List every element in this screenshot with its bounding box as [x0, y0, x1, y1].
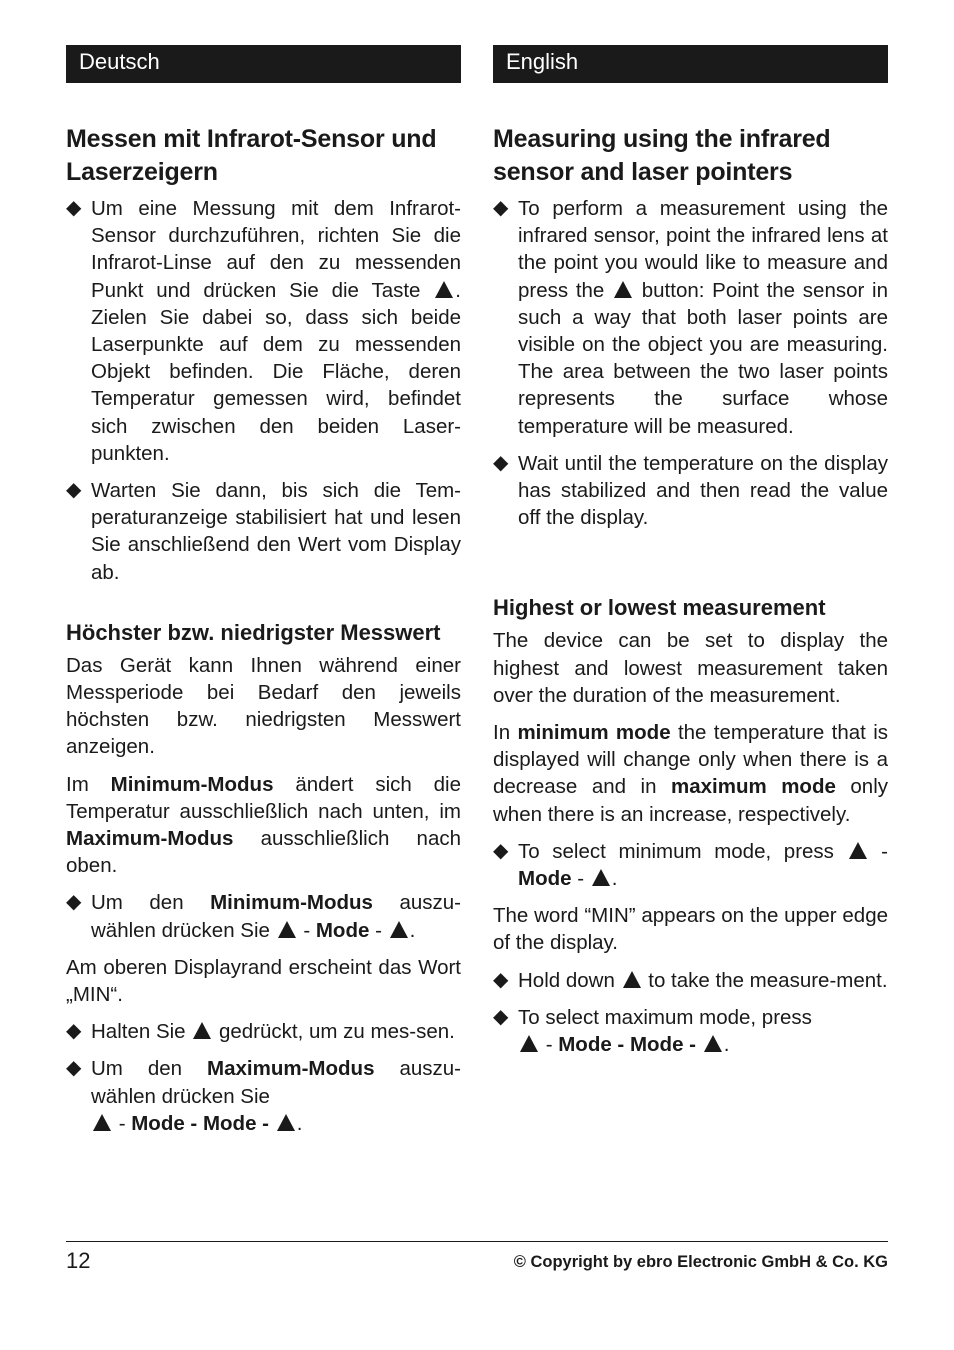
paragraph: Am oberen Displayrand erscheint das Wort „MIN“. [66, 955, 461, 1007]
bullet-item: ◆ Hold down to take the measure-ment. [493, 967, 888, 994]
english-column [493, 45, 888, 1068]
section-title-german: Messen mit Infrarot-Sensor und Laserzeigern [66, 125, 437, 186]
bullet-item: ◆ To perform a measurement using the infrared sensor, point the infrared lens at the point you would like to measure and press the button: Point the sensor in such a way that both laser points are visible on the object you are measuring. The area between the two laser points represents the surface whose temperature will be measured. [493, 197, 888, 438]
bullet-item: ◆ Um eine Messung mit dem Infrarot-Sensor durchzuführen, richten Sie die Infrarot-Linse auf den zu messenden Punkt und drücken Sie die Taste . Zielen Sie dabei so, dass sich beide Laserpunkte auf dem zu messenden Objekt befinden. Die Fläche, deren Temperatur gemessen wird, befindet sich zwischen den beiden Laser-punkten. [66, 197, 461, 465]
up-triangle-button-icon [592, 869, 610, 886]
paragraph: The device can be set to display the highest and lowest measurement taken over the duration of the measurement. [493, 629, 888, 707]
diamond-bullet-icon: ◆ [493, 839, 509, 862]
paragraph: In minimum mode the temperature that is displayed will change only when there is a decrease and in maximum mode only when there is an increase, respectively. [493, 721, 888, 826]
up-triangle-button-icon [278, 921, 296, 938]
up-triangle-button-icon [93, 1114, 111, 1131]
up-triangle-button-icon [704, 1035, 722, 1052]
paragraph: Im Minimum-Modus ändert sich die Temperatur ausschließlich nach unten, im Maximum-Modus ausschließlich nach oben. [66, 772, 462, 878]
up-triangle-button-icon [390, 921, 408, 938]
diamond-bullet-icon: ◆ [66, 479, 82, 502]
up-triangle-button-icon [435, 281, 453, 298]
bullet-item: ◆ Um den Maximum-Modus auszu-wählen drücken Sie - Mode - Mode - . [66, 1057, 461, 1135]
diamond-bullet-icon: ◆ [66, 1020, 82, 1043]
bullet-item: ◆ Um den Minimum-Modus auszu-wählen drücken Sie - Mode - . [66, 891, 461, 942]
language-label-german: Deutsch [66, 45, 461, 83]
bullet-item: ◆ Wait until the temperature on the display has stabilized and then read the value off the display. [493, 451, 888, 530]
up-triangle-button-icon [623, 971, 641, 988]
bullet-item: ◆ To select maximum mode, press - Mode - Mode - . [493, 1005, 812, 1057]
section-title-english: Measuring using the infrared sensor and laser pointers [493, 125, 831, 186]
diamond-bullet-icon: ◆ [66, 197, 82, 219]
bullet-item: ◆ Warten Sie dann, bis sich die Tem-peraturanzeige stabilisiert hat und lesen Sie anschließend den Wert vom Display ab. [66, 479, 461, 584]
diamond-bullet-icon: ◆ [493, 197, 509, 219]
copyright-notice: © Copyright by ebro Electronic GmbH & Co. KG [513, 1253, 888, 1271]
diamond-bullet-icon: ◆ [493, 1005, 509, 1028]
up-triangle-button-icon [849, 842, 867, 859]
german-column [66, 45, 461, 1147]
bullet-item: ◆ Halten Sie gedrückt, um zu mes-sen. [66, 1018, 461, 1045]
diamond-bullet-icon: ◆ [493, 451, 509, 474]
page-number: 12 [66, 1248, 91, 1273]
up-triangle-button-icon [277, 1114, 295, 1131]
up-triangle-button-icon [614, 281, 632, 298]
subsection-title-german: Höchster bzw. niedrigster Messwert [66, 619, 441, 645]
up-triangle-button-icon [193, 1022, 211, 1039]
bullet-item: ◆ To select minimum mode, press - Mode - . [493, 839, 888, 891]
subsection-title-english: Highest or lowest measurement [493, 595, 826, 621]
paragraph: The word “MIN” appears on the upper edge of the display. [493, 904, 888, 955]
paragraph: Das Gerät kann Ihnen während einer Messperiode bei Bedarf den jeweils höchsten bzw. niedrigsten Messwert anzeigen. [66, 653, 461, 759]
diamond-bullet-icon: ◆ [66, 891, 82, 914]
diamond-bullet-icon: ◆ [493, 968, 509, 991]
language-label-english: English [493, 45, 888, 83]
page-footer [66, 1241, 888, 1273]
up-triangle-button-icon [520, 1035, 538, 1052]
diamond-bullet-icon: ◆ [66, 1057, 82, 1080]
